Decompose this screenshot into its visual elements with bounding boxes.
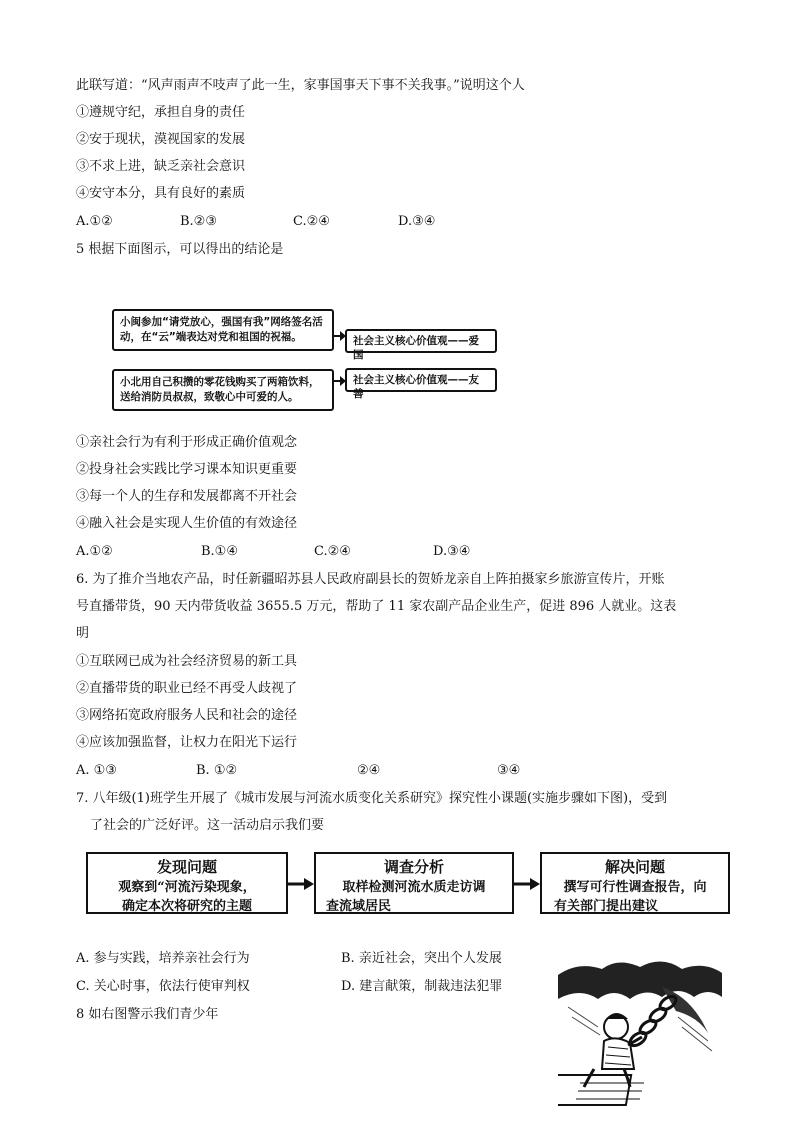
q5-option-a: A.①② xyxy=(76,544,113,559)
q6-stem-line-1: 6. 为了推介当地农产品，时任新疆昭苏县人民政府副县长的贺娇龙亲自上阵拍摄家乡旅游宣传片，开账 xyxy=(76,572,665,587)
q5-stem: 5 根据下面图示，可以得出的结论是 xyxy=(76,242,284,257)
q5-diagram-right-box-2 xyxy=(345,368,497,400)
q7-option-c: C. 关心时事，依法行使审判权 xyxy=(76,979,250,994)
q5-option-c: C.②④ xyxy=(314,544,351,559)
q4-option-b: B.②③ xyxy=(180,214,217,229)
q8-stem: 8 如右图警示我们青少年 xyxy=(76,1007,219,1022)
q4-option-d: D.③④ xyxy=(398,214,436,229)
q4-option-a: A.①② xyxy=(76,214,113,229)
q7-flow-step-1-body-1: 观察到“河流污染现象， xyxy=(118,880,256,895)
q5-option-b: B.①④ xyxy=(201,544,238,559)
q5-item-4: ④融入社会是实现人生价值的有效途径 xyxy=(76,516,298,531)
q7-flow-step-2-title: 调查分析 xyxy=(383,858,444,876)
q6-option-b: B. ①② xyxy=(196,763,238,778)
q7-flow-step-2 xyxy=(314,852,514,914)
q5-item-1: ①亲社会行为有利于形成正确价值观念 xyxy=(76,435,298,450)
q7-flow-step-1-body-2: 确定本次将研究的主题 xyxy=(121,899,252,914)
q4-item-4: ④安守本分，具有良好的素质 xyxy=(76,186,246,201)
q5-diagram-right-box-1 xyxy=(345,329,497,361)
q8-cartoon-illustration xyxy=(558,957,722,1115)
q7-stem-line-2: 了社会的广泛好评。这一活动启示我们要 xyxy=(90,818,325,833)
q7-flow-step-2-body-2: 查流域居民 xyxy=(326,899,392,914)
q5-diagram-left-text-2: 小北用自己积攒的零花钱购买了两箱饮料，送给消防员叔叔，致敬心中可爱的人。 xyxy=(120,376,320,403)
q7-option-b: B. 亲近社会，突出个人发展 xyxy=(341,951,502,966)
q6-item-4: ④应该加强监督，让权力在阳光下运行 xyxy=(76,735,298,750)
q6-stem-line-3: 明 xyxy=(76,626,90,641)
q7-flow-step-3-body-1: 撰写可行性调查报告，向 xyxy=(563,880,707,895)
q4-item-1: ①遵规守纪，承担自身的责任 xyxy=(76,105,246,120)
q5-option-d: D.③④ xyxy=(433,544,471,559)
q6-option-d: ③④ xyxy=(497,763,521,778)
q5-diagram-left-box-1 xyxy=(112,309,334,351)
q7-flow-step-1 xyxy=(86,852,288,914)
q5-diagram-right-text-1: 社会主义核心价值观——爱国 xyxy=(353,335,479,361)
q7-option-d: D. 建言献策，制裁违法犯罪 xyxy=(341,979,503,994)
q6-item-1: ①互联网已成为社会经济贸易的新工具 xyxy=(76,654,298,669)
q7-flow-step-3-body-2: 有关部门提出建议 xyxy=(554,899,659,914)
q7-flow-step-3-title: 解决问题 xyxy=(604,858,665,876)
q6-option-c: ②④ xyxy=(357,763,381,778)
q5-item-2: ②投身社会实践比学习课本知识更重要 xyxy=(76,462,298,477)
q6-stem-line-2: 号直播带货，90 天内带货收益 3655.5 万元，帮助了 11 家农副产品企业生产，促进 896 人就业。这表 xyxy=(76,599,677,614)
q7-stem-line-1: 7. 八年级(1)班学生开展了《城市发展与河流水质变化关系研究》探究性小课题(实施步骤如下图)，受到 xyxy=(76,791,668,806)
q6-option-a: A. ①③ xyxy=(76,763,117,778)
q6-item-2: ②直播带货的职业已经不再受人歧视了 xyxy=(76,681,298,696)
q4-stem: 此联写道：“风声雨声不吱声了此一生，家事国事天下事不关我事。”说明这个人 xyxy=(76,78,525,93)
q5-item-3: ③每一个人的生存和发展都离不开社会 xyxy=(76,489,298,504)
q7-flow-step-1-title: 发现问题 xyxy=(156,858,217,876)
q6-item-3: ③网络拓宽政府服务人民和社会的途径 xyxy=(76,708,298,723)
q5-diagram-left-box-2 xyxy=(112,369,334,411)
q4-option-c: C.②④ xyxy=(293,214,330,229)
q7-option-a: A. 参与实践，培养亲社会行为 xyxy=(76,951,250,966)
q5-diagram-right-text-2: 社会主义核心价值观——友善 xyxy=(353,374,479,400)
q7-flow-step-3 xyxy=(540,852,730,914)
q7-flow-arrow-1 xyxy=(288,877,314,891)
q4-item-3: ③不求上进，缺乏亲社会意识 xyxy=(76,159,246,174)
q5-diagram-left-text-1: 小闽参加“请党放心，强国有我”网络签名活动，在“云”端表达对党和祖国的祝福。 xyxy=(120,316,323,343)
q7-flow-arrow-2 xyxy=(514,877,540,891)
q4-item-2: ②安于现状，漠视国家的发展 xyxy=(76,132,246,147)
q7-flow-step-2-body-1: 取样检测河流水质走访调 xyxy=(342,880,486,895)
